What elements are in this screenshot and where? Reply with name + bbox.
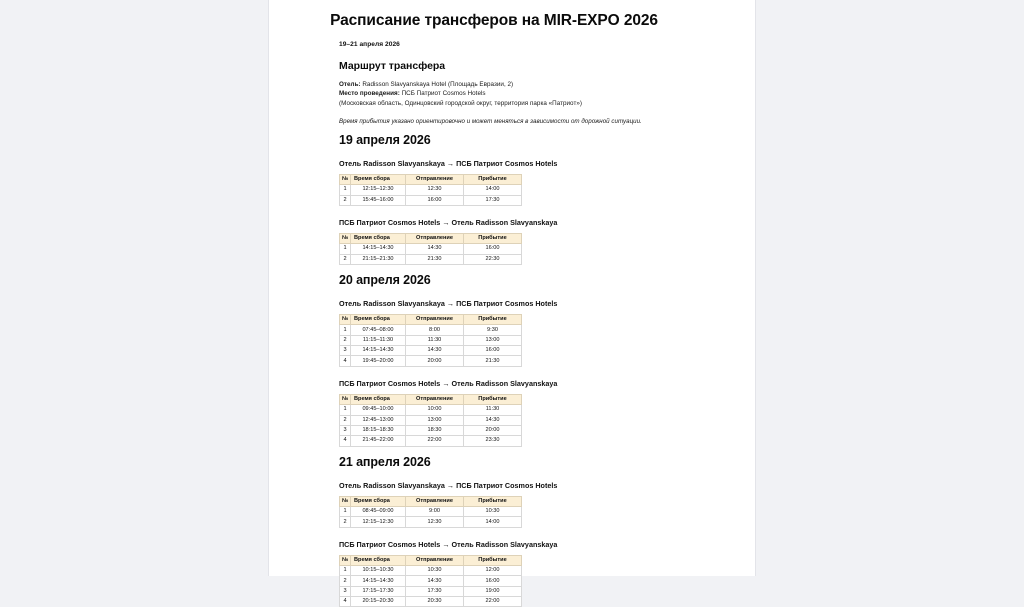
table-header-row (340, 174, 522, 184)
cell-gather: 20:15–20:30 (351, 597, 406, 607)
cell-arrive: 9:30 (464, 325, 522, 335)
table-row (340, 586, 522, 596)
column-header-num: № (340, 315, 351, 325)
cell-gather: 12:15–12:30 (351, 185, 406, 195)
schedule-table (339, 496, 522, 528)
cell-gather: 21:15–21:30 (351, 254, 406, 264)
venue-value: ПСБ Патриот Cosmos Hotels (401, 90, 486, 98)
cell-arrive: 13:00 (464, 335, 522, 345)
cell-depart: 16:00 (406, 195, 464, 205)
column-header-num: № (340, 233, 351, 243)
column-header-depart: Отправление (406, 233, 464, 243)
cell-num: 2 (340, 415, 351, 425)
cell-gather: 12:45–13:00 (351, 415, 406, 425)
cell-num: 4 (340, 356, 351, 366)
table-row (340, 405, 522, 415)
cell-depart: 11:30 (406, 335, 464, 345)
column-header-arrive: Прибытие (464, 233, 522, 243)
route-heading: Отель Radisson Slavyanskaya → ПСБ Патриот Cosmos Hotels (339, 480, 558, 490)
column-header-depart: Отправление (406, 394, 464, 404)
column-header-arrive: Прибытие (464, 555, 522, 565)
cell-arrive: 17:30 (464, 195, 522, 205)
cell-gather: 11:15–11:30 (351, 335, 406, 345)
table-header-row (340, 555, 522, 565)
day-heading: 19 апреля 2026 (339, 132, 431, 147)
column-header-arrive: Прибытие (464, 174, 522, 184)
column-header-num: № (340, 496, 351, 506)
schedule-table (339, 314, 522, 367)
table-header-row (340, 394, 522, 404)
table-row (340, 195, 522, 205)
venue-label: Место проведения: (339, 90, 400, 98)
cell-gather: 15:45–16:00 (351, 195, 406, 205)
table-row (340, 244, 522, 254)
table-header-row (340, 233, 522, 243)
table-row (340, 185, 522, 195)
cell-num: 4 (340, 436, 351, 446)
cell-num: 2 (340, 335, 351, 345)
route-heading: ПСБ Патриот Cosmos Hotels → Отель Radisson Slavyanskaya (339, 217, 558, 227)
cell-arrive: 16:00 (464, 576, 522, 586)
column-header-gather: Время сбора (351, 233, 406, 243)
table-row (340, 436, 522, 446)
column-header-arrive: Прибытие (464, 394, 522, 404)
cell-gather: 10:15–10:30 (351, 566, 406, 576)
table-row (340, 517, 522, 527)
schedule-table (339, 394, 522, 447)
table-row (340, 346, 522, 356)
page-title: Расписание трансферов на MIR-EXPO 2026 (330, 12, 658, 29)
cell-gather: 07:45–08:00 (351, 325, 406, 335)
cell-num: 1 (340, 506, 351, 516)
cell-arrive: 12:00 (464, 566, 522, 576)
table-row (340, 415, 522, 425)
cell-arrive: 16:00 (464, 346, 522, 356)
cell-num: 2 (340, 195, 351, 205)
cell-depart: 20:00 (406, 356, 464, 366)
table-header-row (340, 496, 522, 506)
cell-num: 3 (340, 425, 351, 435)
column-header-num: № (340, 174, 351, 184)
cell-gather: 17:15–17:30 (351, 586, 406, 596)
route-heading: ПСБ Патриот Cosmos Hotels → Отель Radisson Slavyanskaya (339, 378, 558, 388)
cell-num: 2 (340, 517, 351, 527)
cell-gather: 19:45–20:00 (351, 356, 406, 366)
cell-depart: 21:30 (406, 254, 464, 264)
cell-depart: 8:00 (406, 325, 464, 335)
column-header-depart: Отправление (406, 174, 464, 184)
column-header-arrive: Прибытие (464, 315, 522, 325)
cell-num: 1 (340, 244, 351, 254)
cell-arrive: 20:00 (464, 425, 522, 435)
column-header-depart: Отправление (406, 555, 464, 565)
cell-depart: 17:30 (406, 586, 464, 596)
route-heading: ПСБ Патриот Cosmos Hotels → Отель Radisson Slavyanskaya (339, 539, 558, 549)
cell-depart: 18:30 (406, 425, 464, 435)
table-header-row (340, 315, 522, 325)
cell-arrive: 14:30 (464, 415, 522, 425)
day-section (339, 273, 713, 447)
cell-gather: 08:45–09:00 (351, 506, 406, 516)
table-row (340, 335, 522, 345)
table-row (340, 356, 522, 366)
table-row (340, 254, 522, 264)
cell-num: 3 (340, 346, 351, 356)
cell-num: 3 (340, 586, 351, 596)
cell-arrive: 10:30 (464, 506, 522, 516)
cell-depart: 10:30 (406, 566, 464, 576)
cell-arrive: 19:00 (464, 586, 522, 596)
column-header-gather: Время сбора (351, 315, 406, 325)
column-header-num: № (340, 394, 351, 404)
cell-num: 4 (340, 597, 351, 607)
hotel-value: Radisson Slavyanskaya Hotel (Площадь Евразии, 2) (362, 80, 514, 88)
cell-depart: 14:30 (406, 576, 464, 586)
day-heading: 20 апреля 2026 (339, 273, 431, 287)
cell-gather: 14:15–14:30 (351, 346, 406, 356)
column-header-depart: Отправление (406, 496, 464, 506)
column-header-num: № (340, 555, 351, 565)
column-header-gather: Время сбора (351, 496, 406, 506)
cell-gather: 14:15–14:30 (351, 576, 406, 586)
cell-arrive: 11:30 (464, 405, 522, 415)
table-row (340, 576, 522, 586)
cell-arrive: 21:30 (464, 356, 522, 366)
cell-gather: 14:15–14:30 (351, 244, 406, 254)
cell-depart: 12:30 (406, 517, 464, 527)
venue-info (339, 89, 713, 99)
document-body (281, 12, 743, 607)
day-section (339, 133, 713, 265)
venue-address: (Московская область, Одинцовский городской округ, территория парка «Патриот») (339, 100, 582, 108)
cell-num: 1 (340, 325, 351, 335)
cell-depart: 22:00 (406, 436, 464, 446)
schedule-table (339, 555, 522, 607)
table-row (340, 597, 522, 607)
cell-depart: 13:00 (406, 415, 464, 425)
cell-depart: 12:30 (406, 185, 464, 195)
hotel-info (339, 80, 713, 90)
cell-gather: 09:45–10:00 (351, 405, 406, 415)
cell-num: 2 (340, 576, 351, 586)
document-date-range: 19–21 апреля 2026 (339, 40, 400, 48)
column-header-arrive: Прибытие (464, 496, 522, 506)
table-row (340, 425, 522, 435)
column-header-depart: Отправление (406, 315, 464, 325)
cell-gather: 21:45–22:00 (351, 436, 406, 446)
table-row (340, 566, 522, 576)
cell-arrive: 14:00 (464, 185, 522, 195)
cell-depart: 10:00 (406, 405, 464, 415)
day-section (339, 455, 713, 607)
column-header-gather: Время сбора (351, 394, 406, 404)
document-page (268, 0, 756, 605)
hotel-label: Отель: (339, 80, 361, 88)
arrival-time-note: Время прибытия указано ориентировочно и может меняться в зависимости от дорожной ситуации. (339, 117, 642, 125)
table-row (340, 325, 522, 335)
days-container (339, 133, 713, 607)
cell-num: 1 (340, 566, 351, 576)
cell-depart: 14:30 (406, 244, 464, 254)
cell-num: 1 (340, 405, 351, 415)
route-heading: Отель Radisson Slavyanskaya → ПСБ Патриот Cosmos Hotels (339, 299, 558, 308)
cell-num: 2 (340, 254, 351, 264)
cell-arrive: 23:30 (464, 436, 522, 446)
cell-arrive: 16:00 (464, 244, 522, 254)
cell-arrive: 22:30 (464, 254, 522, 264)
column-header-gather: Время сбора (351, 174, 406, 184)
cell-arrive: 14:00 (464, 517, 522, 527)
cell-num: 1 (340, 185, 351, 195)
cell-depart: 9:00 (406, 506, 464, 516)
schedule-table (339, 174, 522, 206)
cell-gather: 18:15–18:30 (351, 425, 406, 435)
cell-arrive: 22:00 (464, 597, 522, 607)
column-header-gather: Время сбора (351, 555, 406, 565)
route-heading: Отель Radisson Slavyanskaya → ПСБ Патриот Cosmos Hotels (339, 158, 558, 168)
section-title-route: Маршрут трансфера (339, 59, 446, 72)
day-heading: 21 апреля 2026 (339, 454, 431, 469)
cell-depart: 14:30 (406, 346, 464, 356)
cell-depart: 20:30 (406, 597, 464, 607)
cell-gather: 12:15–12:30 (351, 517, 406, 527)
table-row (340, 506, 522, 516)
schedule-table (339, 233, 522, 265)
